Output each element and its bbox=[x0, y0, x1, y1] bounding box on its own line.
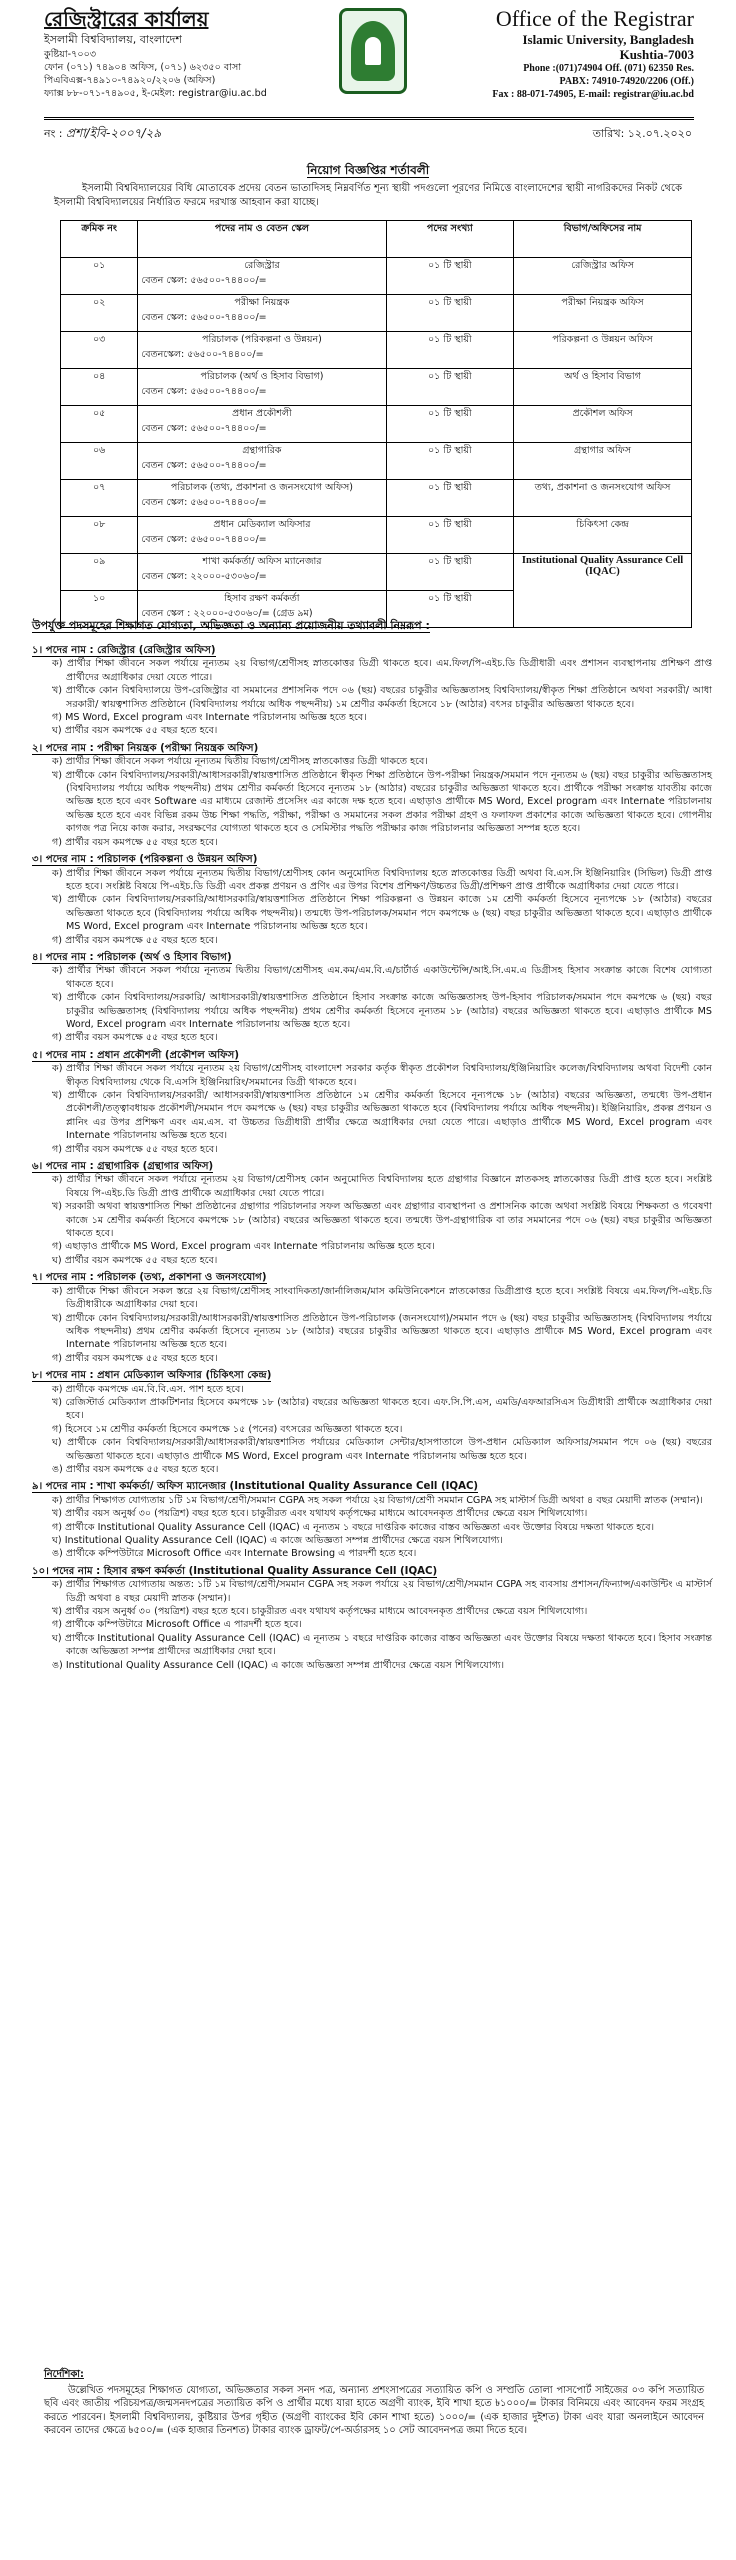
cell-serial: ১০ bbox=[61, 591, 138, 628]
pay-scale: বেতন স্কেল: ৫৬৫০০-৭৪৪০০/= bbox=[141, 312, 267, 323]
requirement-item: গ) MS Word, Excel program এবং Internate পরিচালনায় অভিজ্ঞ হতে হবে। bbox=[52, 712, 367, 724]
letterhead bbox=[44, 6, 694, 114]
cell-office: চিকিৎসা কেন্দ্র bbox=[514, 517, 692, 554]
instructions bbox=[44, 2368, 704, 2438]
pay-scale: বেতন স্কেল: ২২০০০-৫৩০৬০/= bbox=[141, 571, 267, 582]
table-row bbox=[61, 295, 692, 332]
pay-scale: বেতন স্কেল: ৫৬৫০০-৭৪৪০০/= bbox=[141, 275, 267, 286]
cell-serial: ০২ bbox=[61, 295, 138, 332]
cell-count: ০১ টি স্থায়ী bbox=[386, 332, 514, 369]
cell-office: পরিকল্পনা ও উন্নয়ন অফিস bbox=[514, 332, 692, 369]
post-section-title-text: ৪। পদের নাম : পরিচালক (অর্থ ও হিসাব বিভাগ) bbox=[32, 951, 232, 963]
requirement-item: খ) সরকারী অথবা স্বায়ত্তশাসিত শিক্ষা প্রতিষ্ঠানের গ্রন্থাগার পরিচালনার সফল অভিজ্ঞতা এবং গ্রন্থাগার ব্যবস্থাপনা ও প্রশাসনিক কাজে অথবা সংশ্লিষ্ট বিষয়ে শিক্ষকতা ও গবেষণা কাজে ১ম শ্রেণীর কর্মকর্তা হিসেবে কমপক্ষে ১৮ (আঠার) বছরের অভিজ্ঞতা থাকতে হবে। তন্মধ্যে উপ-গ্রন্থাগারিক বা তার সমমানের পদে ০৬ (ছয়) বছর চাকুরীর অভিজ্ঞতা থাকতে হবে। bbox=[52, 1201, 712, 1240]
requirement-item: ঘ) প্রার্থীকে কোন বিশ্ববিদ্যালয়/সরকারী/আধাসরকারী/স্বায়ত্তশাসিত পর্যায়ের মেডিক্যাল সেন্টার/হাসপাতালে উপ-প্রধান মেডিক্যাল অফিসার/সমমান পদে ০৬ (ছয়) বছরের অভিজ্ঞতা থাকতে হবে। এছাড়াও প্রার্থীকে MS Word, Excel program এবং Internate পরিচালনায় অভিজ্ঞ হতে হবে। bbox=[52, 1437, 712, 1462]
cell-office: পরীক্ষা নিয়ন্ত্রক অফিস bbox=[514, 295, 692, 332]
pay-scale: বেতন স্কেল: ৫৬৫০০-৭৪৪০০/= bbox=[141, 423, 267, 434]
requirement-item: গ) প্রার্থীর বয়স কমপক্ষে ৫৫ বছর হতে হবে। bbox=[52, 1143, 218, 1155]
cell-count: ০১ টি স্থায়ী bbox=[386, 480, 514, 517]
requirement-item: ঙ) প্রার্থীকে কম্পিউটারে Microsoft Office এবং Internate Browsing এ পারদর্শী হতে হবে। bbox=[52, 1548, 417, 1560]
post-name: পরীক্ষা নিয়ন্ত্রক bbox=[234, 297, 290, 308]
post-section-title bbox=[32, 1160, 712, 1173]
cell-count: ০১ টি স্থায়ী bbox=[386, 369, 514, 406]
post-name: পরিচালক (তথ্য, প্রকাশনা ও জনসংযোগ অফিস) bbox=[170, 482, 353, 493]
requirement-item: গ) হিসেবে ১ম শ্রেণীর কর্মকর্তা হিসেবে কমপক্ষে ১৫ (পনের) বৎসরের অভিজ্ঞতা থাকতে হবে। bbox=[52, 1423, 403, 1435]
pay-scale: বেতন স্কেল: ৫৬৫০০-৭৪৪০০/= bbox=[141, 534, 267, 545]
requirement-item: ঘ) প্রার্থীকে Institutional Quality Assurance Cell (IQAC) এ নূন্যতম ১ বছরে দাপ্তরিক কাজের বাস্তব অভিজ্ঞতা এবং উক্তোর বিষয়ে দক্ষতা থাকতে হবে। হিসাব সংক্রান্ত কাজে অভিজ্ঞতা সম্পন্ন প্রার্থীদের অগ্রাধিকার দেয়া হবে। bbox=[52, 1632, 712, 1658]
cell-office: রেজিস্ট্রার অফিস bbox=[514, 258, 692, 295]
cell-office: প্রকৌশল অফিস bbox=[514, 406, 692, 443]
date-value: ১২.০৭.২০২০ bbox=[627, 127, 692, 140]
requirement-item: খ) প্রার্থীকে কোন বিশ্ববিদ্যালয়/সরকারি/ আধাসরকারী/স্বায়ত্তশাসিত প্রতিষ্ঠানে হিসাব সংক্রান্ত কাজে অভিজ্ঞতাসহ উপ-হিসাব পরিচালক/সমমান পদে কমপক্ষে ৬ (ছয়) বছর চাকুরীর অভিজ্ঞতাসহ (বিশ্ববিদ্যালয় পর্যায়ে অধিক পছন্দনীয়) প্রথম শ্রেণীর কর্মকর্তা হিসেবে নূন্যতম ১৮ (আঠার) বছরের অভিজ্ঞতা থাকতে হবে। এছাড়াও প্রার্থীকে MS Word, Excel program এবং Internate পরিচালনায় অভিজ্ঞ হতে হবে। bbox=[52, 992, 712, 1030]
memo-number bbox=[44, 125, 161, 145]
col-serial: ক্রমিক নং bbox=[61, 221, 138, 258]
table-row bbox=[61, 480, 692, 517]
post-section-title bbox=[32, 1049, 712, 1062]
post-section-title bbox=[32, 644, 712, 657]
phone-en: Phone :(071)74904 Off. (071) 62350 Res. bbox=[523, 63, 694, 74]
requirement-item: খ) প্রার্থীকে কোন বিশ্ববিদ্যালয়ে উপ-রেজিস্ট্রার বা সমমানের প্রশাসনিক পদে ০৬ (ছয়) বছরের চাকুরীর অভিজ্ঞতাসহ বিশ্ববিদ্যালয়/স্বীকৃত শিক্ষা প্রতিষ্ঠানে অথবা সরকারী/ আধা সরকারী/ স্বায়ত্বশাসিত প্রতিষ্ঠানে (বিশ্ববিদ্যালয় পর্যায়ে অধিক পছন্দনীয়) ১ম শ্রেণীর কর্মকর্তা হিসেবে ১৮ (আঠার) বৎসর চাকুরীর অভিজ্ঞতা থাকতে হবে। bbox=[52, 685, 712, 710]
post-section-title bbox=[32, 1369, 712, 1382]
posts-table bbox=[60, 220, 692, 628]
requirement-item: ক) প্রার্থীর শিক্ষা জীবনে সকল পর্যায়ে নূন্যতম ২য় বিভাগ/শ্রেণীসহ স্নাতকোত্তর ডিগ্রী থাকতে হবে। এম.ফিল/পি-এইচ.ডি ডিগ্রীধারী এবং প্রশাসন ব্যবস্থাপনায় প্রশিক্ষণ প্রাপ্ত প্রার্থীদের অগ্রাধিকার দেয়া যেতে পারে। bbox=[52, 658, 712, 683]
requirement-item: ক) প্রার্থীর শিক্ষা জীবনে সকল পর্যায়ে নূন্যতম ২য় বিভাগ/শ্রেণীসহ কোন অনুমোদিত বিশ্ববিদ্যালয় হতে গ্রন্থাগার বিজ্ঞানে স্নাতকসহ স্নাতকোত্তর ডিগ্রী প্রাপ্ত হতে হবে। সংশ্লিষ্ট বিষয়ে পি-এইচ.ডি ডিগ্রী প্রাপ্ত প্রার্থীকে অগ্রাধিকার দেয়া যেতে পারে। bbox=[52, 1174, 712, 1199]
cell-serial: ০৩ bbox=[61, 332, 138, 369]
requirement-item: খ) প্রার্থীকে কোন বিশ্ববিদ্যালয়/সরকারী/ আধাসরকারী/স্বায়ত্তশাসিত প্রতিষ্ঠানে ১ম শ্রেণীর কর্মকর্তা হিসেবে নূন্যপক্ষে ১৮ (আঠার) বছরের অভিজ্ঞতা, তন্মধ্যে উপ-প্রধান প্রকৌশলী/তত্ত্বাবধায়ক প্রকৌশলী/সমমান পদে কমপক্ষে ৬ (ছয়) বছর চাকুরীর অভিজ্ঞতা থাকতে হবে (বিশ্ববিদ্যালয় পর্যায়ে অধিক পছন্দনীয়)। ইঞ্জিনিয়ারিং, প্রকল্প প্রণয়ন ও প্লানিং এর উপর প্রশিক্ষণ এবং এম.এস. বা উচ্চতর ডিগ্রীধারী প্রার্থীর ক্ষেত্রে অগ্রাধিকার দেয়া যেতে পারে। এছাড়াও প্রার্থীকে MS Word, Excel program এবং Internate পরিচালনায় অভিজ্ঞ হতে হবে। bbox=[52, 1090, 712, 1142]
letterhead-bangla bbox=[44, 6, 324, 100]
cell-serial: ০৫ bbox=[61, 406, 138, 443]
phone-bn: ফোন (০৭১) ৭৪৯০৪ অফিস, (০৭১) ৬২৩৫০ বাসা bbox=[44, 62, 242, 73]
requirement-item: গ) প্রার্থীর বয়স কমপক্ষে ৫৫ বছর হতে হবে। bbox=[52, 836, 218, 848]
fax-email-bn: ফ্যাক্স ৮৮-০৭১-৭৪৯০৫, ই-মেইল: registrar@iu.ac.bd bbox=[44, 88, 267, 99]
cell-post bbox=[138, 406, 386, 443]
post-section-title bbox=[32, 853, 712, 866]
cell-count: ০১ টি স্থায়ী bbox=[386, 406, 514, 443]
col-post-name: পদের নাম ও বেতন স্কেল bbox=[138, 221, 386, 258]
requirement-item: খ) রেজিস্টার্ড মেডিক্যাল প্রাকটিশনার হিসেবে কমপক্ষে ১৮ (আঠার) বছরের অভিজ্ঞতা থাকতে হবে। এফ.সি.পি.এস, এমডি/এফআরসিএস ডিগ্রীধারী প্রার্থীকে অগ্রাধিকার দেয়া হবে। bbox=[52, 1396, 712, 1422]
cell-serial: ০৮ bbox=[61, 517, 138, 554]
col-count: পদের সংখ্যা bbox=[386, 221, 514, 258]
post-section-title-text: ১০। পদের নাম : হিসাব রক্ষণ কর্মকর্তা (Institutional Quality Assurance Cell (IQAC) bbox=[32, 1565, 438, 1577]
table-row bbox=[61, 258, 692, 295]
memo-value: প্রশা/ইবি-২০০৭/২৯ bbox=[66, 126, 162, 140]
requirement-item: গ) প্রার্থীর বয়স কমপক্ষে ৫৫ বছর হতে হবে। bbox=[52, 1032, 218, 1044]
requirement-item: ঙ) প্রার্থীর বয়স কমপক্ষে ৫৫ বছর হতে হবে। bbox=[52, 1463, 219, 1475]
qualifications-heading: উপর্যুক্ত পদসমূহের শিক্ষাগত যোগ্যতা, অভিজ্ঞতা ও অন্যান্য প্রয়োজনীয় তথ্যাবলী নিম্নরূপ : bbox=[32, 619, 430, 632]
cell-serial: ০৬ bbox=[61, 443, 138, 480]
cell-count: ০১ টি স্থায়ী bbox=[386, 554, 514, 591]
post-section-title-text: ৮। পদের নাম : প্রধান মেডিক্যাল অফিসার (চিকিৎসা কেন্দ্র) bbox=[32, 1370, 272, 1382]
table-row bbox=[61, 517, 692, 554]
post-section-title bbox=[32, 1271, 712, 1284]
cell-count: ০১ টি স্থায়ী bbox=[386, 258, 514, 295]
post-section-title-text: ৫। পদের নাম : প্রধান প্রকৌশলী (প্রকৌশল অফিস) bbox=[32, 1049, 240, 1061]
cell-count: ০১ টি স্থায়ী bbox=[386, 517, 514, 554]
cell-post bbox=[138, 480, 386, 517]
instructions-heading: নির্দেশিকা: bbox=[44, 2369, 84, 2380]
memo-label: নং : bbox=[44, 127, 63, 140]
pay-scale: বেতন স্কেল: ৫৬৫০০-৭৪৪০০/= bbox=[141, 386, 267, 397]
letterhead-english bbox=[394, 6, 694, 101]
city-bn: কুষ্টিয়া-৭০০৩ bbox=[44, 49, 97, 60]
cell-serial: ০৪ bbox=[61, 369, 138, 406]
office-title-bn: রেজিস্ট্রারের কার্যালয় bbox=[44, 7, 209, 31]
requirement-item: ক) প্রার্থীর শিক্ষাগত যোগ্যতায় ১টি ১ম বিভাগ/শ্রেণী/সমমান CGPA সহ সকল পর্যায়ে ২য় বিভাগ/শ্রেণী সমমান CGPA সহ মাস্টার্স ডিগ্রী অথবা ৪ বছর মেয়াদী স্নাতক (সম্মান)। bbox=[52, 1494, 703, 1506]
pay-scale: বেতন স্কেল: ৫৬৫০০-৭৪৪০০/= bbox=[141, 460, 267, 471]
post-name: হিসাব রক্ষণ কর্মকর্তা bbox=[224, 593, 300, 604]
pay-scale: বেতনস্কেল: ৫৬৫০০-৭৪৪০০/= bbox=[141, 349, 264, 360]
table-row bbox=[61, 554, 692, 591]
post-section-title-text: ৭। পদের নাম : পরিচালক (তথ্য, প্রকাশনা ও জনসংযোগ) bbox=[32, 1272, 267, 1284]
pabx-bn: পিএবিএক্স-৭৪৯১০-৭৪৯২০/২২০৬ (অফিস) bbox=[44, 75, 216, 86]
instructions-text: উল্লেখিত পদসমূহের শিক্ষাগত যোগ্যতা, অভিজ্ঞতার সকল সনদ পত্র, অন্যান্য প্রশংসাপত্রের সত্যায়িত কপি ও সম্প্রতি তোলা পাসপোর্ট সাইজের ০৩ কপি সত্যায়িত ছবি এবং জাতীয় পরিচয়পত্র/জন্মসনদপত্রের সত্যায়িত কপি ও প্রার্থীর মধ্যে যারা হাতে অগ্রণী ব্যাংক, ইবি শাখা হতে ৳১০০০/= টাকার বিনিময়ে এবং আবেদন ফরম সংগ্রহ করতে পারবেন। ইসলামী বিশ্ববিদ্যালয়, কুষ্টিয়ার উপর গৃহীত (অগ্রণী ব্যাংকের ইবি কোন শাখা হতে) ১০০০/= (এক হাজার দুইশত) টাকা এবং যারা অনলাইনে আবেদন করবেন তাদের ক্ষেত্রে ৳৫০০/= (এক হাজার তিনশত) টাকার ব্যাংক ড্রাফট/পে-অর্ডারসহ ১০ সেট আবেদনপত্র জমা দিতে হবে। bbox=[44, 2384, 704, 2437]
cell-post bbox=[138, 332, 386, 369]
cell-serial: ০৯ bbox=[61, 554, 138, 591]
cell-count: ০১ টি স্থায়ী bbox=[386, 443, 514, 480]
post-name: প্রধান প্রকৌশলী bbox=[232, 408, 292, 419]
date-label: তারিখ: bbox=[592, 127, 625, 140]
post-name: গ্রন্থাগারিক bbox=[242, 445, 282, 456]
requirement-item: ক) প্রার্থীর শিক্ষা জীবনে সকল পর্যায়ে নূন্যতম ২য় বিভাগ/শ্রেণীসহ বাংলাদেশ সরকার কর্তৃক স্বীকৃত প্রকৌশল বিশ্ববিদ্যালয়/ইঞ্জিনিয়ারিং কলেজ/বিশ্ববিদ্যালয় অথবা বিদেশী কোন স্বীকৃত বিশ্ববিদ্যালয় থেকে বি.এসসি ইঞ্জিনিয়ারিং/সমমানের ডিগ্রী থাকতে হবে। bbox=[52, 1063, 712, 1088]
requirement-item: খ) প্রার্থীর বয়স অনুর্ধ্ব ৩০ (পয়ত্রিশ) বছর হতে হবে। চাকুরীরত এবং যথাযথ কর্তৃপক্ষের মাধ্যমে আবেদনকৃত প্রার্থীদের ক্ষেত্রে বয়স শিথিলযোগ্য। bbox=[52, 1508, 588, 1520]
post-qualifications bbox=[32, 640, 712, 1672]
cell-office: অর্থ ও হিসাব বিভাগ bbox=[514, 369, 692, 406]
post-name: শাখা কর্মকর্তা/ অফিস ম্যানেজার bbox=[202, 556, 322, 567]
cell-office: Institutional Quality Assurance Cell (IQAC) bbox=[514, 554, 692, 628]
requirement-item: গ) এছাড়াও প্রার্থীকে MS Word, Excel program এবং Internate পরিচালনায় অভিজ্ঞ হতে হবে। bbox=[52, 1241, 435, 1253]
notice-title: নিয়োগ বিজ্ঞপ্তির শর্তাবলী bbox=[306, 163, 430, 177]
requirement-item: ঘ) Institutional Quality Assurance Cell (IQAC) এ কাজে অভিজ্ঞতা সম্পন্ন প্রার্থীদের ক্ষেত্রে বয়স শিথিলযোগ্য। bbox=[52, 1535, 503, 1546]
city-en: Kushtia-7003 bbox=[619, 47, 694, 62]
requirement-item: খ) প্রার্থীর বয়স অনুর্ধ্ব ৩০ (পয়ত্রিশ) বছর হতে হবে। চাকুরীরত এবং যথাযথ কর্তৃপক্ষের মাধ্যমে আবেদনকৃত প্রার্থীদের ক্ষেত্রে বয়স শিথিলযোগ্য। bbox=[52, 1606, 588, 1618]
university-name-bn: ইসলামী বিশ্ববিদ্যালয়, বাংলাদেশ bbox=[44, 33, 182, 46]
post-section-title bbox=[32, 1565, 712, 1578]
posts-table-body bbox=[61, 258, 692, 628]
requirement-item: ঘ) প্রার্থীর বয়স কমপক্ষে ৫৫ বছর হতে হবে। bbox=[52, 725, 218, 737]
table-header-row bbox=[61, 221, 692, 258]
requirement-item: ক) প্রার্থীকে শিক্ষা জীবনে সকল স্তরে ২য় বিভাগ/শ্রেণীসহ সাংবাদিকতা/জার্নালিজম/মাস কমিউনিকেশনে স্নাতকোত্তর ডিগ্রীপ্রাপ্ত হতে হবে। সংশ্লিষ্ট বিষয়ে এম.ফিল/পি-এইচ.ডি ডিগ্রীধারীকে অগ্রাধিকার দেয়া হবে। bbox=[52, 1285, 712, 1311]
issue-date bbox=[593, 125, 692, 144]
requirement-item: খ) প্রার্থীকে কোন বিশ্ববিদ্যালয়/সরকারি/আধাসরকারি/স্বায়ত্তশাসিত প্রতিষ্ঠানে শিক্ষা পরিকল্পনা ও উন্নয়ন কাজে ১ম শ্রেণী কর্মকর্তা হিসেবে নূন্যপক্ষে ১৮ (আঠার) বছরের অভিজ্ঞতা থাকতে হবে (বিশ্ববিদ্যালয় পর্যায়ে অধিক পছন্দনীয়)। তন্মধ্যে উপ-পরিচালক/সমমান পদে কমপক্ষে ৬ (ছয়) বছর চাকুরীর অভিজ্ঞতা থাকতে হবে। এছাড়াও প্রার্থীকে MS Word, Excel program এবং Internate পরিচালনায় অভিজ্ঞ হতে হবে। bbox=[52, 894, 712, 933]
requirement-item: ক) প্রার্থীর শিক্ষাগত যোগ্যতায় অন্তত: ১টি ১ম বিভাগ/শ্রেণী/সমমান CGPA সহ সকল পর্যায়ে ২য় বিভাগ/শ্রেণী/সমমান CGPA সহ ব্যবসায় প্রশাসন/ফিন্যান্স/একাউন্টিং এ মাস্টার্স ডিগ্রী অথবা ৪ বছর মেয়াদী স্নাতক (সম্মান)। bbox=[52, 1579, 712, 1604]
cell-office: গ্রন্থাগার অফিস bbox=[514, 443, 692, 480]
header-divider bbox=[44, 117, 694, 120]
cell-serial: ০১ bbox=[61, 258, 138, 295]
requirement-item: গ) প্রার্থীকে Institutional Quality Assurance Cell (IQAC) এ নূন্যতম ১ বছরে দাপ্তরিক কাজের বাস্তব অভিজ্ঞতা এবং উক্তোর বিষয়ে দক্ষতা থাকতে হবে। bbox=[52, 1521, 655, 1533]
cell-serial: ০৭ bbox=[61, 480, 138, 517]
table-row bbox=[61, 332, 692, 369]
pay-scale: বেতন স্কেল: ৫৬৫০০-৭৪৪০০/= bbox=[141, 497, 267, 508]
post-name: পরিচালক (পরিকল্পনা ও উন্নয়ন) bbox=[202, 334, 322, 345]
post-section-title bbox=[32, 951, 712, 964]
requirement-item: ক) প্রার্থীর শিক্ষা জীবনে সকল পর্যায়ে নূন্যতম দ্বিতীয় বিভাগ/শ্রেণীসহ স্নাতকোত্তর ডিগ্রী থাকতে হবে। bbox=[52, 756, 428, 768]
table-row bbox=[61, 406, 692, 443]
pabx-en: PABX: 74910-74920/2206 (Off.) bbox=[559, 76, 694, 87]
post-section-title bbox=[32, 742, 712, 755]
post-section-title-text: ৬। পদের নাম : গ্রন্থাগারিক (গ্রন্থাগার অফিস) bbox=[32, 1161, 214, 1173]
table-row bbox=[61, 443, 692, 480]
cell-office: তথ্য, প্রকাশনা ও জনসংযোগ অফিস bbox=[514, 480, 692, 517]
cell-post bbox=[138, 295, 386, 332]
col-office: বিভাগ/অফিসের নাম bbox=[514, 221, 692, 258]
cell-post bbox=[138, 517, 386, 554]
post-section-title bbox=[32, 1480, 712, 1493]
post-section-title-text: ১। পদের নাম : রেজিস্ট্রার (রেজিস্ট্রার অফিস) bbox=[32, 645, 216, 656]
post-name: প্রধান মেডিক্যাল অফিসার bbox=[213, 519, 311, 530]
requirement-item: ক) প্রার্থীর শিক্ষা জীবনে সকল পর্যায়ে নূন্যতম দ্বিতীয় বিভাগ/শ্রেণীসহ কোন অনুমোদিত বিশ্ববিদ্যালয় হতে স্নাতকোত্তর ডিগ্রী অথবা বি.এস.সি ইঞ্জিনিয়ারিং (সিভিল) ডিগ্রী প্রাপ্ত হতে হবে। সংশ্লিষ্ট বিষয়ে পি-এইচ.ডি ডিগ্রী এবং প্রকল্প প্রণয়ন ও প্রণিং এর উপর বিশেষ প্রশিক্ষণ/উচ্চতর ডিগ্রী/প্রশিক্ষণ প্রাপ্ত প্রার্থীকে অগ্রাধিকার দেয়া যেতে পারে। bbox=[52, 867, 712, 892]
cell-post bbox=[138, 369, 386, 406]
cell-count: ০১ টি স্থায়ী bbox=[386, 591, 514, 628]
cell-post bbox=[138, 258, 386, 295]
requirement-item: ক) প্রার্থীর শিক্ষা জীবনে সকল পর্যায়ে নূন্যতম দ্বিতীয় বিভাগ/শ্রেণীসহ এম.কম/এম.বি.এ/চার্টার্ড একাউন্টেন্সি/আই.সি.এম.এ ডিগ্রীসহ হিসাব সংক্রান্ত কাজে বিশেষ যোগ্যতা থাকতে হবে। bbox=[52, 965, 712, 990]
requirement-item: গ) প্রার্থীর বয়স কমপক্ষে ৫৫ বছর হতে হবে। bbox=[52, 934, 218, 946]
post-name: রেজিস্ট্রার bbox=[244, 260, 280, 271]
post-section-title-text: ২। পদের নাম : পরীক্ষা নিয়ন্ত্রক (পরীক্ষা নিয়ন্ত্রক অফিস) bbox=[32, 742, 259, 754]
requirement-item: খ) প্রার্থীকে কোন বিশ্ববিদ্যালয়/সরকারী/আধাসরকারী/স্বায়ত্তশাসিত প্রতিষ্ঠানে স্বীকৃত শিক্ষা প্রতিষ্ঠানে উপ-পরীক্ষা নিয়ন্ত্রক/সমমান পদে নূন্যতম ৬ (ছয়) বছর চাকুরীর অভিজ্ঞতাসহ (বিশ্ববিদ্যালয় পর্যায়ে অধিক পছন্দনীয়) প্রথম শ্রেণীর কর্মকর্তা হিসেবে নূন্যতম ১৮ (আঠার) বছরের চাকুরীর অভিজ্ঞতা থাকতে হবে। প্রার্থীকে পরীক্ষা সংক্রান্ত যাবতীয় কাজে অভিজ্ঞ হতে হবে এবং Software এর মাধ্যমে রেজাল্ট প্রসেসিং এর কাজে দক্ষ হতে হবে। এছাড়াও প্রার্থীকে MS Word, Excel program এবং Internate পরিচালনায় অভিজ্ঞ হতে হবে এবং বিভিন্ন রকম উচ্চ শিক্ষা পদ্ধতি, পরীক্ষা, পরীক্ষা ও সমমানের সকল প্রকার পরীক্ষা গ্রহণ ও ফলাফল প্রকাশের কাজে অভিজ্ঞতা থাকতে হবে। গোপনীয় কাগজ পত্র নিয়ে কাজ করার, সংরক্ষণের যোগ্যতা থাকতে হবে ও সেমিস্টার পদ্ধতি পরীক্ষার কাজ পরিচালনার অভিজ্ঞতা সম্পন্ন হতে হবে। bbox=[52, 769, 712, 835]
cell-post bbox=[138, 443, 386, 480]
cell-count: ০১ টি স্থায়ী bbox=[386, 295, 514, 332]
post-section-title-text: ৩। পদের নাম : পরিচালক (পরিকল্পনা ও উন্নয়ন অফিস) bbox=[32, 854, 258, 866]
post-section-title-text: ৯। পদের নাম : শাখা কর্মকর্তা/ অফিস ম্যানেজার (Institutional Quality Assurance Cell (IQAC) bbox=[32, 1481, 479, 1493]
requirement-item: ঘ) প্রার্থীর বয়স কমপক্ষে ৫৫ বছর হতে হবে। bbox=[52, 1254, 218, 1266]
cell-post bbox=[138, 554, 386, 591]
pay-scale: বেতন স্কেল : ২২০০০-৫৩০৬০/= (গ্রেড ৯ম) bbox=[141, 608, 313, 619]
table-row bbox=[61, 369, 692, 406]
university-name-en: Islamic University, Bangladesh bbox=[522, 32, 694, 47]
requirement-item: ক) প্রার্থীকে কমপক্ষে এম.বি.বি.এস. পাশ হতে হবে। bbox=[52, 1383, 244, 1395]
requirement-item: গ) প্রার্থীকে কম্পিউটারে Microsoft Office এ পারদর্শী হতে হবে। bbox=[52, 1619, 302, 1631]
post-name: পরিচালক (অর্থ ও হিসাব বিভাগ) bbox=[200, 371, 324, 382]
requirement-item: ঙ) Institutional Quality Assurance Cell (IQAC) এ কাজে অভিজ্ঞতা সম্পন্ন প্রার্থীদের ক্ষেত্রে বয়স শিথিলযোগ্য। bbox=[52, 1659, 505, 1671]
requirement-item: খ) প্রার্থীকে কোন বিশ্ববিদ্যালয়/সরকারী/আধাসরকারী/স্বায়ত্তশাসিত প্রতিষ্ঠানে উপ-পরিচালক (জনসংযোগ)/সমমান পদে ৬ (ছয়) বছর চাকুরীর অভিজ্ঞতাসহ (বিশ্ববিদ্যালয় পর্যায়ে অধিক পছন্দনীয়) প্রথম শ্রেণীর কর্মকর্তা হিসেবে নূন্যতম ১৮ (আঠার) বছরের চাকুরীর অভিজ্ঞতা থাকতে হবে। এছাড়াও প্রার্থীকে MS Word, Excel program এবং Internate পরিচালনায় অভিজ্ঞ হতে হবে। bbox=[52, 1312, 712, 1351]
notice-intro: ইসলামী বিশ্ববিদ্যালয়ের বিধি মোতাবেক প্রদেয় বেতন ভাতাদিসহ নিম্নবর্ণিত শূন্য স্থায়ী পদগুলো পূরণের নিমিত্তে বাংলাদেশের স্থায়ী নাগরিকদের নিকট থেকে ইসলামী বিশ্ববিদ্যালয়ের নির্ধারিত ফরমে দরখাস্ত আহবান করা যাচ্ছে। bbox=[54, 183, 682, 208]
requirement-item: গ) প্রার্থীর বয়স কমপক্ষে ৫৫ বছর হতে হবে। bbox=[52, 1352, 218, 1364]
fax-email-en: Fax : 88-071-74905, E-mail: registrar@iu.ac.bd bbox=[492, 89, 694, 100]
office-title-en: Office of the Registrar bbox=[495, 6, 694, 31]
